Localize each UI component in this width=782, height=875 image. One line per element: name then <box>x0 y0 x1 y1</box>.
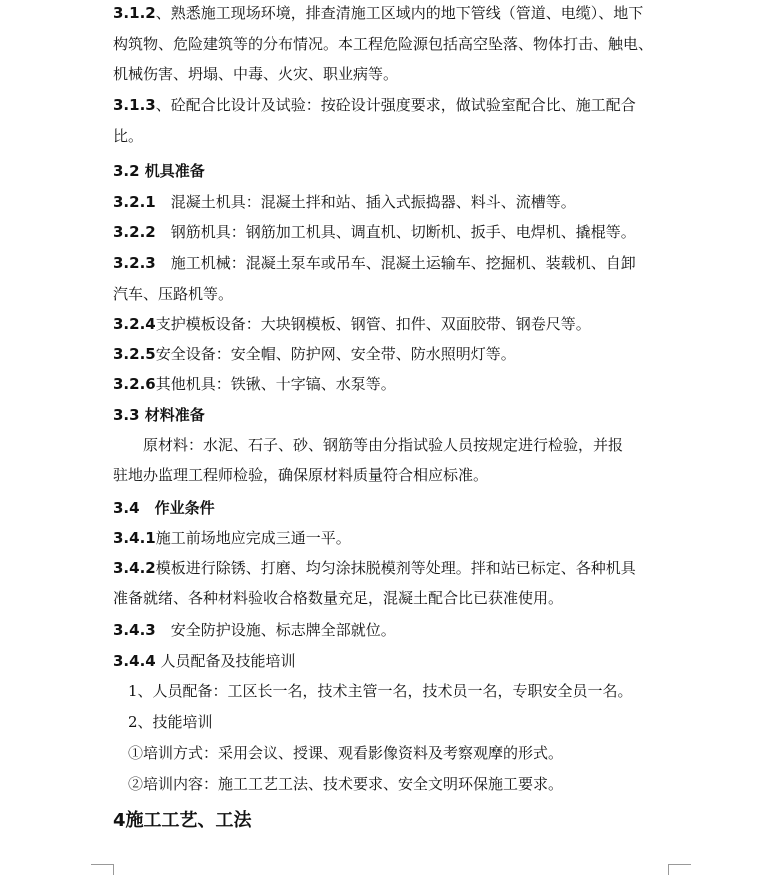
item-3-4-2-line-2: 准备就绪、各种材料验收合格数量充足，混凝土配合比已获准使用。 <box>113 589 564 607</box>
paragraph-3-3-line-1: 原材料：水泥、石子、砂、钢筋等由分指试验人员按规定进行检验，并报 <box>113 436 624 454</box>
sub-item-training: 2、技能培训 <box>113 713 213 731</box>
paragraph-3-1-3-line-1 <box>113 95 636 115</box>
sub-item-staffing: 1、人员配备：工区长一名，技术主管一名，技术员一名，专职安全员一名。 <box>113 682 633 700</box>
item-text: 支护模板设备：大块钢模板、钢管、扣件、双面胶带、钢卷尺等。 <box>155 315 591 333</box>
heading-text: 材料准备 <box>139 406 205 424</box>
item-3-2-6 <box>113 374 396 394</box>
heading-3-3 <box>113 405 205 425</box>
section-number: 3.3 <box>113 406 140 424</box>
section-number: 3.2.2 <box>113 223 156 241</box>
item-3-4-4 <box>113 651 296 671</box>
item-text: 钢筋机具：钢筋加工机具、调直机、切断机、扳手、电焊机、撬棍等。 <box>155 223 636 241</box>
chapter-title: 施工工艺、工法 <box>125 810 252 831</box>
paragraph-3-1-2-line-1 <box>113 3 643 23</box>
heading-text: 作业条件 <box>139 499 215 517</box>
item-3-4-1 <box>113 528 351 548</box>
section-number: 3.4.3 <box>113 621 156 639</box>
item-3-2-3-line-1 <box>113 253 636 273</box>
item-text: 安全设备：安全帽、防护网、安全带、防水照明灯等。 <box>155 345 516 363</box>
section-number: 3.2 <box>113 162 140 180</box>
section-number: 3.4.2 <box>113 559 156 577</box>
sub-item-training-method: ①培训方式：采用会议、授课、观看影像资料及考察观摩的形式。 <box>113 744 564 762</box>
page-crop-mark-left <box>91 864 114 875</box>
section-number: 3.2.3 <box>113 254 156 272</box>
section-number: 3.4.4 <box>113 652 156 670</box>
heading-text: 机具准备 <box>139 162 205 180</box>
paragraph-3-1-2-line-3: 机械伤害、坍塌、中毒、火灾、职业病等。 <box>113 65 399 83</box>
item-3-2-5 <box>113 344 516 364</box>
item-3-2-3-line-2: 汽车、压路机等。 <box>113 285 234 303</box>
item-text: 混凝土机具：混凝土拌和站、插入式振捣器、料斗、流槽等。 <box>155 193 576 211</box>
item-3-2-2 <box>113 222 636 242</box>
section-number: 3.1.2 <box>113 4 156 22</box>
section-number: 3.2.5 <box>113 345 156 363</box>
section-number: 3.2.6 <box>113 375 156 393</box>
item-text: 模板进行除锈、打磨、均匀涂抹脱模剂等处理。拌和站已标定、各种机具 <box>155 559 636 577</box>
paragraph-text: 、砼配合比设计及试验：按砼设计强度要求，做试验室配合比、施工配合 <box>155 96 636 114</box>
item-3-2-4 <box>113 314 591 334</box>
paragraph-3-3-line-2: 驻地办监理工程师检验，确保原材料质量符合相应标准。 <box>113 466 489 484</box>
paragraph-3-1-2-line-2: 构筑物、危险建筑等的分布情况。本工程危险源包括高空坠落、物体打击、触电、 <box>113 35 654 53</box>
item-text: 人员配备及技能培训 <box>155 652 296 670</box>
chapter-heading-4 <box>113 809 252 833</box>
item-3-2-1 <box>113 192 576 212</box>
item-3-4-3 <box>113 620 396 640</box>
heading-3-2 <box>113 161 205 181</box>
heading-3-4 <box>113 498 215 518</box>
section-number: 3.2.4 <box>113 315 156 333</box>
paragraph-text: 、熟悉施工现场环境，排查清施工区域内的地下管线（管道、电缆）、地下 <box>155 4 644 22</box>
paragraph-3-1-3-line-2: 比。 <box>113 127 144 145</box>
item-text: 施工机械：混凝土泵车或吊车、混凝土运输车、挖掘机、装载机、自卸 <box>155 254 636 272</box>
item-text: 其他机具：铁锹、十字镐、水泵等。 <box>155 375 396 393</box>
section-number: 3.2.1 <box>113 193 156 211</box>
item-text: 安全防护设施、标志牌全部就位。 <box>155 621 396 639</box>
item-3-4-2-line-1 <box>113 558 636 578</box>
page-crop-mark-right <box>668 864 691 875</box>
section-number: 3.4.1 <box>113 529 156 547</box>
item-text: 施工前场地应完成三通一平。 <box>155 529 351 547</box>
section-number: 3.4 <box>113 499 140 517</box>
chapter-number: 4 <box>113 810 126 831</box>
sub-item-training-content: ②培训内容：施工工艺工法、技术要求、安全文明环保施工要求。 <box>113 775 564 793</box>
section-number: 3.1.3 <box>113 96 156 114</box>
